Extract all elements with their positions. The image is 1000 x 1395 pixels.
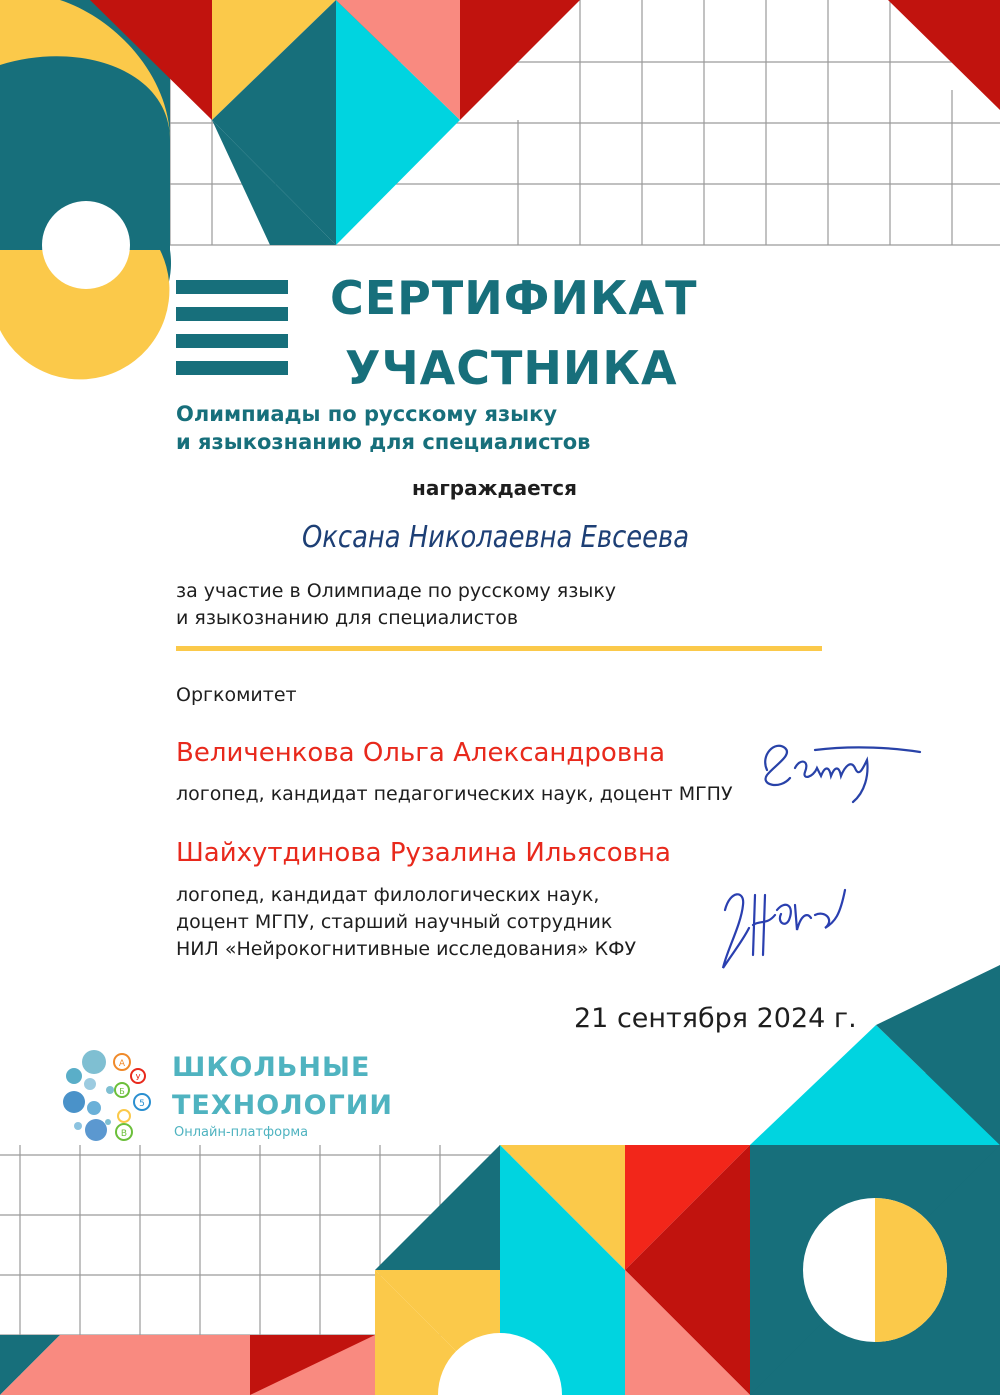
signatory-2-name: Шайхутдинова Рузалина Ильясовна — [176, 838, 671, 868]
certificate-date: 21 сентября 2024 г. — [574, 1003, 857, 1034]
logo-letter-v: В — [120, 1129, 128, 1139]
subtitle-line2: и языкознанию для специалистов — [176, 430, 591, 454]
logo-letter-a: А — [118, 1059, 126, 1069]
signatory-2-position-line2: доцент МГПУ, старший научный сотрудник — [176, 911, 613, 933]
subtitle-line1: Олимпиады по русскому языку — [176, 402, 558, 426]
signature-1 — [755, 730, 925, 810]
logo-number-5: 5 — [139, 1099, 145, 1109]
signature-2 — [715, 870, 855, 975]
separator-line — [176, 646, 822, 651]
logo-tagline: Онлайн-платформа — [174, 1125, 309, 1140]
signatory-1-name: Величенкова Ольга Александровна — [176, 738, 666, 768]
title-bars — [176, 280, 288, 375]
school-technologies-logo-icon — [60, 1046, 165, 1144]
certificate-title-line1: СЕРТИФИКАТ — [330, 271, 698, 325]
awarded-label: награждается — [412, 476, 577, 500]
logo-letter-b: Б — [119, 1087, 125, 1096]
reason-line1: за участие в Олимпиаде по русскому языку — [176, 580, 617, 602]
signatory-1-position: логопед, кандидат педагогических наук, доцент МГПУ — [176, 783, 733, 805]
recipient-name: Оксана Николаевна Евсеева — [302, 520, 690, 555]
logo-text-line2: ТЕХНОЛОГИИ — [172, 1090, 394, 1121]
signatory-2-position-line3: НИЛ «Нейрокогнитивные исследования» КФУ — [176, 938, 637, 960]
committee-label: Оргкомитет — [176, 684, 297, 706]
logo-text-line1: ШКОЛЬНЫЕ — [172, 1052, 371, 1083]
logo-letter-u: У — [135, 1073, 141, 1082]
reason-line2: и языкознанию для специалистов — [176, 607, 519, 629]
signatory-2-position-line1: логопед, кандидат филологических наук, — [176, 884, 600, 906]
top-left-shapes — [0, 0, 171, 379]
certificate-title-line2: УЧАСТНИКА — [345, 341, 678, 395]
